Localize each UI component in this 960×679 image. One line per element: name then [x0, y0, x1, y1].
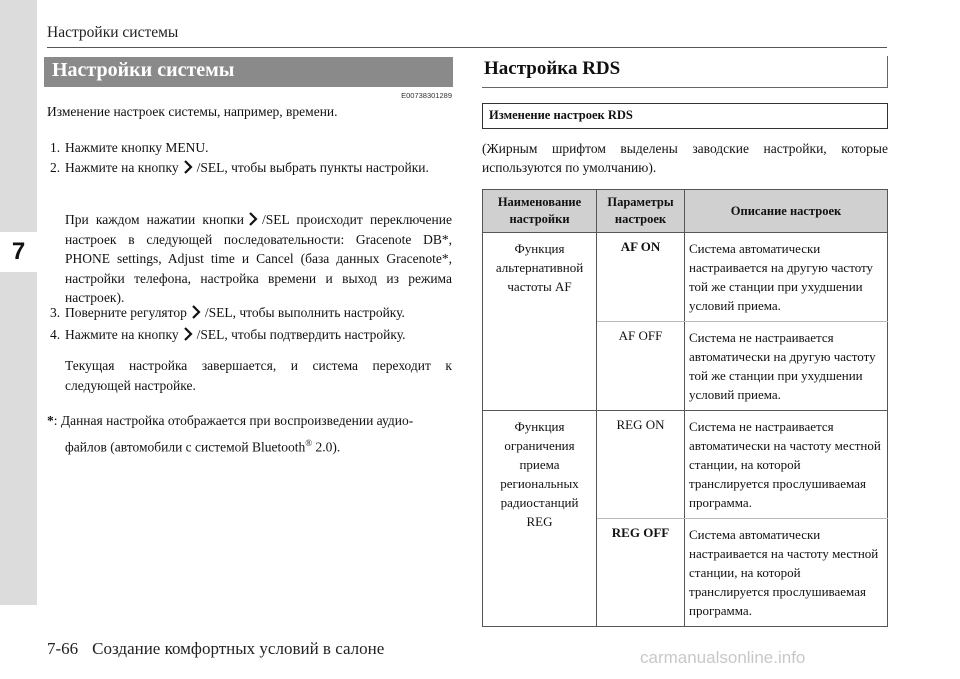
header-parameters: Параметры настроек — [597, 190, 685, 233]
desc-reg-off: Система автоматически настраивается на частоту местной станции, на которой транслируется прослушиваемая программа. — [685, 519, 888, 627]
page-number: 7-66 — [47, 639, 79, 658]
footnote: *: Данная настройка отображается при воспроизведении аудио- файлов (автомобили с системой Bluetooth® 2.0). — [47, 413, 414, 455]
step-text: Нажмите на кнопку /SEL, чтобы выбрать пункты настройки. — [65, 160, 429, 175]
table-header-row — [483, 190, 888, 233]
step-text: Нажмите кнопку MENU. — [65, 140, 209, 155]
step-number: 2. — [50, 160, 61, 175]
step-number: 4. — [50, 327, 61, 342]
chapter-tab: 7 — [0, 232, 37, 272]
section-title: Настройки системы — [44, 57, 453, 87]
rds-section-title: Настройка RDS — [482, 56, 888, 88]
rds-description: (Жирным шрифтом выделены заводские настройки, которые используются по умолчанию). — [482, 141, 888, 175]
step-text: Поверните регулятор /SEL, чтобы выполнить настройку. — [65, 305, 405, 320]
step-number: 3. — [50, 305, 61, 320]
header-description: Описание настроек — [685, 190, 888, 233]
param-reg-off: REG OFF — [597, 519, 685, 627]
step-4-note: Текущая настройка завершается, и система переходит к следующей настройке. — [65, 358, 452, 393]
desc-reg-on: Система не настраивается автоматически на частоту местной станции, на которой транслируется прослушиваемая программа. — [685, 411, 888, 519]
step-1 — [50, 138, 452, 157]
running-header: Настройки системы — [47, 24, 179, 41]
header-setting-name: Наименование настройки — [483, 190, 597, 233]
table-row — [483, 411, 888, 519]
table-row — [483, 233, 888, 322]
step-number: 1. — [50, 140, 61, 155]
desc-af-off: Система не настраивается автоматически на другую частоту той же станции при ухудшении условий приема. — [685, 322, 888, 411]
param-af-off: AF OFF — [597, 322, 685, 411]
knob-icon — [183, 327, 193, 341]
footnote-mark: * — [47, 413, 54, 428]
document-code: E00738301289 — [401, 91, 452, 100]
step-2 — [50, 158, 452, 177]
step-2-note: При каждом нажатии кнопки /SEL происходит переключение настроек в следующей последовательности: Gracenote DB*, PHONE settings, Adjust time и Cancel (база данных Gracenote*, настройки телефона, настройка времени и выход из режима настроек). — [65, 212, 452, 305]
step-3 — [50, 303, 452, 322]
header-rule — [47, 47, 887, 48]
watermark: carmanualsonline.info — [640, 648, 806, 667]
step-4 — [50, 325, 452, 344]
rds-subtitle: Изменение настроек RDS — [482, 103, 888, 129]
registered-mark: ® — [305, 438, 313, 448]
param-reg-on: REG ON — [597, 411, 685, 519]
knob-icon — [191, 305, 201, 319]
desc-af-on: Система автоматически настраивается на другую частоту той же станции при ухудшении условий приема. — [685, 233, 888, 322]
setting-name-af: Функция альтернативной частоты AF — [483, 233, 597, 411]
rds-settings-table — [482, 189, 888, 627]
page-footer — [47, 639, 384, 659]
param-af-on: AF ON — [597, 233, 685, 322]
intro-text: Изменение настроек системы, например, времени. — [47, 104, 338, 119]
setting-name-reg: Функция ограничения приема региональных радиостанций REG — [483, 411, 597, 627]
knob-icon — [248, 212, 258, 226]
chapter-title: Создание комфортных условий в салоне — [92, 639, 385, 658]
step-text: Нажмите на кнопку /SEL, чтобы подтвердить настройку. — [65, 327, 406, 342]
knob-icon — [183, 160, 193, 174]
chapter-sidebar — [0, 0, 37, 605]
